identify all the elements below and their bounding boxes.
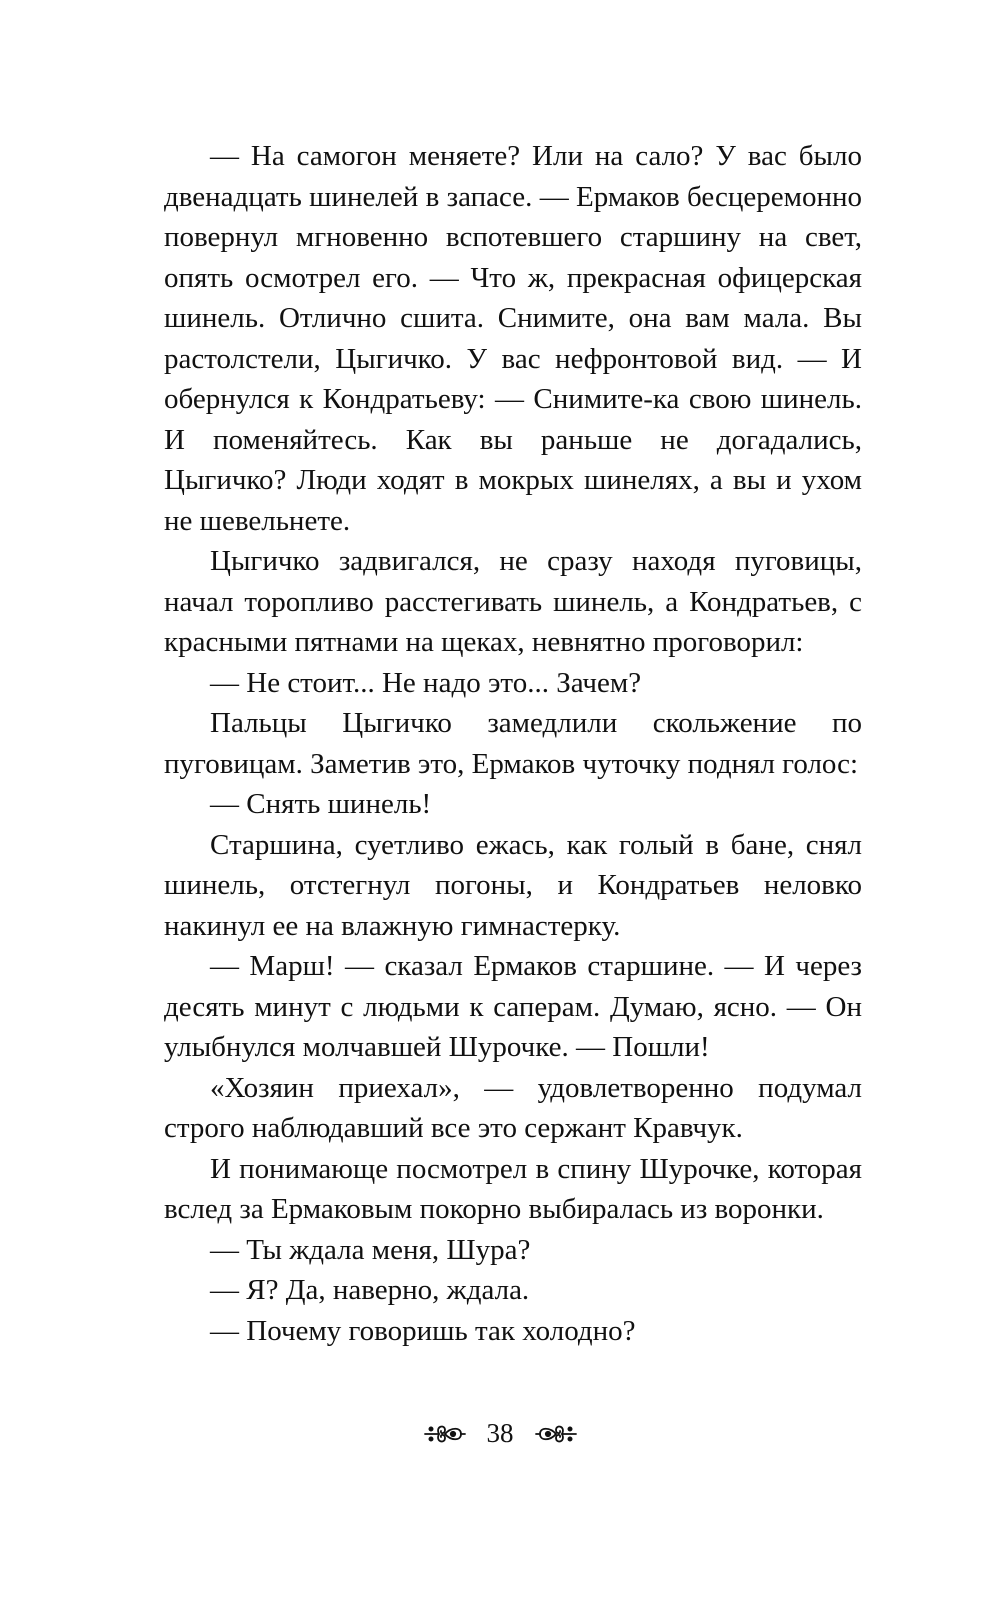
page-body [164, 136, 862, 1351]
paragraph-8: «Хозяин приехал», — удовлетворенно подумал строго наблюдавший все это сержант Кравчук. [164, 1071, 862, 1144]
paragraph-11: — Я? Да, наверно, ждала. [210, 1274, 530, 1306]
page-footer [0, 1418, 1000, 1449]
paragraph-3: — Не стоит... Не надо это... Зачем? [210, 666, 642, 699]
paragraph-4: Пальцы Цыгичко замедлили скольжение по пуговицам. Заметив это, Ермаков чуточку поднял голос: [164, 707, 862, 780]
paragraph-2: Цыгичко задвигался, не сразу находя пуговицы, начал торопливо расстегивать шинель, а Кондратьев, с красными пятнами на щеках, невнятно проговорил: [164, 545, 862, 658]
paragraph-5: — Снять шинель! [210, 788, 432, 820]
flourish-ornament-icon [534, 1421, 578, 1447]
paragraph-12: — Почему говоришь так холодно? [210, 1314, 636, 1347]
paragraph-10: — Ты ждала меня, Шура? [210, 1233, 531, 1266]
paragraph-7: — Марш! — сказал Ермаков старшине. — И через десять минут с людьми к саперам. Думаю, ясно. — Он улыбнулся молчавшей Шурочке. — Пошли! [164, 950, 862, 1063]
paragraph-1: — На самогон меняете? Или на сало? У вас было двенадцать шинелей в запасе. — Ермаков бесцеремонно повернул мгновенно вспотевшего старшину на свет, опять осмотрел его. — Что ж, прекрасная офицерская шинель. Отлично сшита. Снимите, она вам мала. Вы растолстели, Цыгичко. У вас нефронтовой вид. — И обернулся к Кондратьеву: — Снимите-ка свою шинель. И поменяйтесь. Как вы раньше не догадались, Цыгичко? Люди ходят в мокрых шинелях, а вы и ухом не шевельнете. [164, 140, 862, 537]
flourish-ornament-icon [423, 1421, 467, 1447]
page-number: 38 [486, 1418, 514, 1448]
paragraph-6: Старшина, суетливо ежась, как голый в бане, снял шинель, отстегнул погоны, и Кондратьев неловко накинул ее на влажную гимнастерку. [164, 828, 862, 942]
paragraph-9: И понимающе посмотрел в спину Шурочке, которая вслед за Ермаковым покорно выбиралась из воронки. [164, 1152, 862, 1225]
